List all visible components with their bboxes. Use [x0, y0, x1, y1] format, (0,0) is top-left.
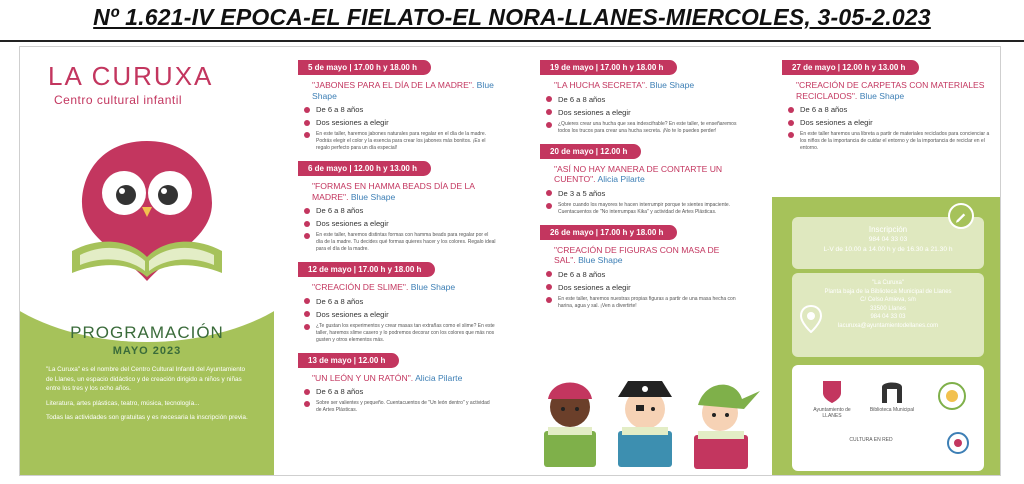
circle-logo	[940, 431, 976, 457]
event-date: 20 de mayo | 12.00 h	[540, 144, 641, 159]
events-column-1	[298, 57, 496, 420]
bullet-icon	[304, 132, 310, 138]
kids-reading-illustration	[530, 369, 760, 475]
owl-book-logo-icon	[62, 133, 232, 283]
event-age: De 6 a 8 años	[304, 105, 496, 114]
brand-subtitle: Centro cultural infantil	[54, 93, 183, 107]
biblioteca-logo: Biblioteca Municipal	[864, 377, 920, 413]
bullet-icon	[546, 203, 552, 209]
left-panel	[20, 47, 274, 476]
event-title: "CREACIÓN DE CARPETAS CON MATERIALES RECICLADOS". Blue Shape	[796, 80, 985, 101]
bullet-icon	[546, 190, 552, 196]
event-author: Blue Shape	[410, 282, 456, 292]
bullet-icon	[546, 109, 552, 115]
events-column-3	[782, 57, 992, 158]
sponsor-logos	[792, 365, 984, 471]
event-age: De 6 a 8 años	[304, 387, 496, 396]
events-column-2	[540, 57, 738, 316]
event-date: 6 de mayo | 12.00 h y 13.00 h	[298, 161, 431, 176]
registration-phone: 984 04 33 03	[868, 236, 908, 243]
event-description: En este taller haremos una libreta a partir de materiales reciclados para concienciar a los niños de la importancia de cuidar el entorno y de la importancia de reciclar en el entorno.	[788, 131, 992, 152]
event-sessions: Dos sesiones a elegir	[304, 219, 496, 228]
event-title: "CREACIÓN DE FIGURAS CON MASA DE SAL". Blue Shape	[554, 244, 720, 265]
bullet-icon	[546, 122, 552, 128]
pencil-icon	[948, 203, 974, 229]
event-description: ¿Te gustan los experimentos y crear masas tan extrañas como el slime? En este taller, haremos slime casero y lo podremos decorar con los colores que más nos gusten y otros elementos más.	[304, 323, 496, 344]
headline-rule	[0, 40, 1024, 42]
program-paragraph: Literatura, artes plásticas, teatro, música, tecnología...	[46, 399, 200, 407]
event-title: "LA HUCHA SECRETA". Blue Shape	[554, 80, 695, 90]
badge-logo	[932, 381, 972, 413]
event-age: De 6 a 8 años	[546, 270, 738, 279]
bullet-icon	[304, 298, 310, 304]
llanes-logo: Ayuntamiento de LLANES	[804, 379, 860, 419]
bullet-icon	[788, 120, 794, 126]
bullet-icon	[304, 324, 310, 330]
bullet-icon	[546, 297, 552, 303]
event-author: Blue Shape	[859, 90, 905, 101]
venue-phone: 984 04 33 03	[870, 314, 906, 321]
event-item	[540, 141, 738, 216]
llanes-shield-icon	[821, 379, 843, 405]
kid-pirate-icon	[618, 381, 672, 467]
event-item	[782, 57, 992, 152]
round-badge-icon	[937, 381, 967, 411]
program-subtitle: MAYO 2023	[112, 345, 182, 357]
event-item	[540, 57, 738, 135]
event-item	[298, 57, 496, 152]
event-description: En este taller, haremos distintas formas con hamma beads para regalar por el día de la madre. Tu decides qué formas quieres hacer y los colores. Regalo ideal para el día de la madre.	[304, 232, 496, 253]
event-item	[298, 259, 496, 344]
event-author: Blue Shape	[312, 80, 494, 101]
event-author: Alicia Pilarte	[415, 372, 463, 383]
bullet-icon	[546, 96, 552, 102]
event-date: 27 de mayo | 12.00 h y 13.00 h	[782, 60, 919, 75]
venue-email[interactable]: lacuruxa@ayuntamientodellanes.com	[837, 322, 939, 329]
brochure	[19, 46, 1001, 476]
kid-right-icon	[694, 385, 760, 469]
event-description: Sobre ser valientes y pequeño. Cuentacuentos de "Un león dentro" y actividad de Artes Plásticas.	[304, 400, 496, 414]
event-date: 26 de mayo | 17.00 h y 18.00 h	[540, 225, 677, 240]
event-author: Blue Shape	[649, 80, 695, 90]
venue-name: "La Curuxa"	[872, 280, 904, 286]
program-title: PROGRAMACIÓN	[70, 323, 224, 342]
event-age: De 3 a 5 años	[546, 189, 738, 198]
bullet-icon	[304, 311, 310, 317]
newspaper-headline: Nº 1.621-IV EPOCA-EL FIELATO-EL NORA-LLANES-MIERCOLES, 3-05-2.023	[93, 4, 931, 30]
contact-panel	[772, 197, 1001, 476]
cultura-red-logo: CULTURA EN RED	[849, 437, 893, 443]
program-paragraph: Todas las actividades son gratuitas y es necesaria la inscripción previa.	[46, 414, 248, 422]
event-description: En este taller, haremos jabones naturales para regalar en el día de la madre. Podrás elegir el color y la esencia para crear los jabones más bonitos. ¡Es el regalo perfecto para un día especial!	[304, 131, 496, 152]
event-date: 5 de mayo | 17.00 h y 18.00 h	[298, 60, 431, 75]
bullet-icon	[304, 107, 310, 113]
event-title: "ASÍ NO HAY MANERA DE CONTARTE UN CUENTO". Alicia Pilarte	[554, 163, 723, 184]
event-description: En este taller, haremos nuestras propias figuras a partir de una masa hecha con harina, agua y sal. ¡Ven a divertirte!	[546, 296, 738, 310]
registration-hours: L-V de 10.00 a 14.00 h y de 16.30 a 21.30 h	[823, 246, 953, 253]
event-sessions: Dos sesiones a elegir	[546, 283, 738, 292]
event-title: "JABONES PARA EL DÍA DE LA MADRE". Blue Shape	[312, 80, 494, 101]
event-item	[540, 222, 738, 310]
event-author: Blue Shape	[350, 191, 396, 202]
bullet-icon	[788, 132, 794, 138]
bullet-icon	[546, 284, 552, 290]
event-title: "CREACIÓN DE SLIME". Blue Shape	[312, 282, 456, 292]
event-description: ¿Quieres crear una hucha que sea indescifrable? En este taller, te enseñaremos todos los trucos para crear una hucha secreta. ¡No te lo puedes perder!	[546, 121, 738, 135]
venue-street: C/ Celso Amieva, s/n	[860, 297, 916, 304]
event-age: De 6 a 8 años	[304, 297, 496, 306]
venue-postcode: 33500 Llanes	[869, 305, 907, 312]
bullet-icon	[788, 107, 794, 113]
bullet-icon	[304, 389, 310, 395]
location-pin-icon	[800, 305, 822, 333]
bullet-icon	[304, 233, 310, 239]
library-arch-icon	[878, 377, 906, 405]
registration-heading: Inscripción	[868, 225, 908, 234]
event-sessions: Dos sesiones a elegir	[788, 118, 992, 127]
event-title: "FORMAS EN HAMMA BEADS DÍA DE LA MADRE". Blue Shape	[312, 181, 475, 202]
event-age: De 6 a 8 años	[788, 105, 992, 114]
event-age: De 6 a 8 años	[304, 206, 496, 215]
kid-left-icon	[544, 383, 596, 468]
event-title: "UN LEÓN Y UN RATÓN". Alicia Pilarte	[312, 372, 463, 383]
event-description: Sobre cuando los mayores te hacen interrumpir porque te sientes impaciente. Cuentacuentos de "No interrumpas Kika" y actividad de Artes Plásticas.	[546, 202, 738, 216]
bullet-icon	[304, 208, 310, 214]
bullet-icon	[546, 271, 552, 277]
event-date: 12 de mayo | 17.00 h y 18.00 h	[298, 262, 435, 277]
circle-logo-icon	[946, 431, 970, 455]
program-description	[46, 365, 252, 428]
bullet-icon	[304, 221, 310, 227]
event-sessions: Dos sesiones a elegir	[304, 118, 496, 127]
event-item	[298, 350, 496, 415]
venue-place: Planta baja de la Biblioteca Municipal de Llanes	[824, 288, 952, 295]
event-author: Blue Shape	[578, 255, 623, 265]
event-sessions: Dos sesiones a elegir	[546, 108, 738, 117]
event-date: 19 de mayo | 17.00 h y 18.00 h	[540, 60, 677, 75]
event-author: Alicia Pilarte	[597, 174, 645, 184]
program-paragraph: "La Curuxa" es el nombre del Centro Cultural Infantil del Ayuntamiento de Llanes, un espacio didáctico y de creación dirigido a niños y niñas entre los tres y los ocho años.	[46, 366, 246, 393]
event-sessions: Dos sesiones a elegir	[304, 310, 496, 319]
bullet-icon	[304, 401, 310, 407]
brand-title: LA CURUXA	[48, 61, 214, 91]
event-date: 13 de mayo | 12.00 h	[298, 353, 399, 368]
event-age: De 6 a 8 años	[546, 95, 738, 104]
event-item	[298, 158, 496, 253]
bullet-icon	[304, 120, 310, 126]
